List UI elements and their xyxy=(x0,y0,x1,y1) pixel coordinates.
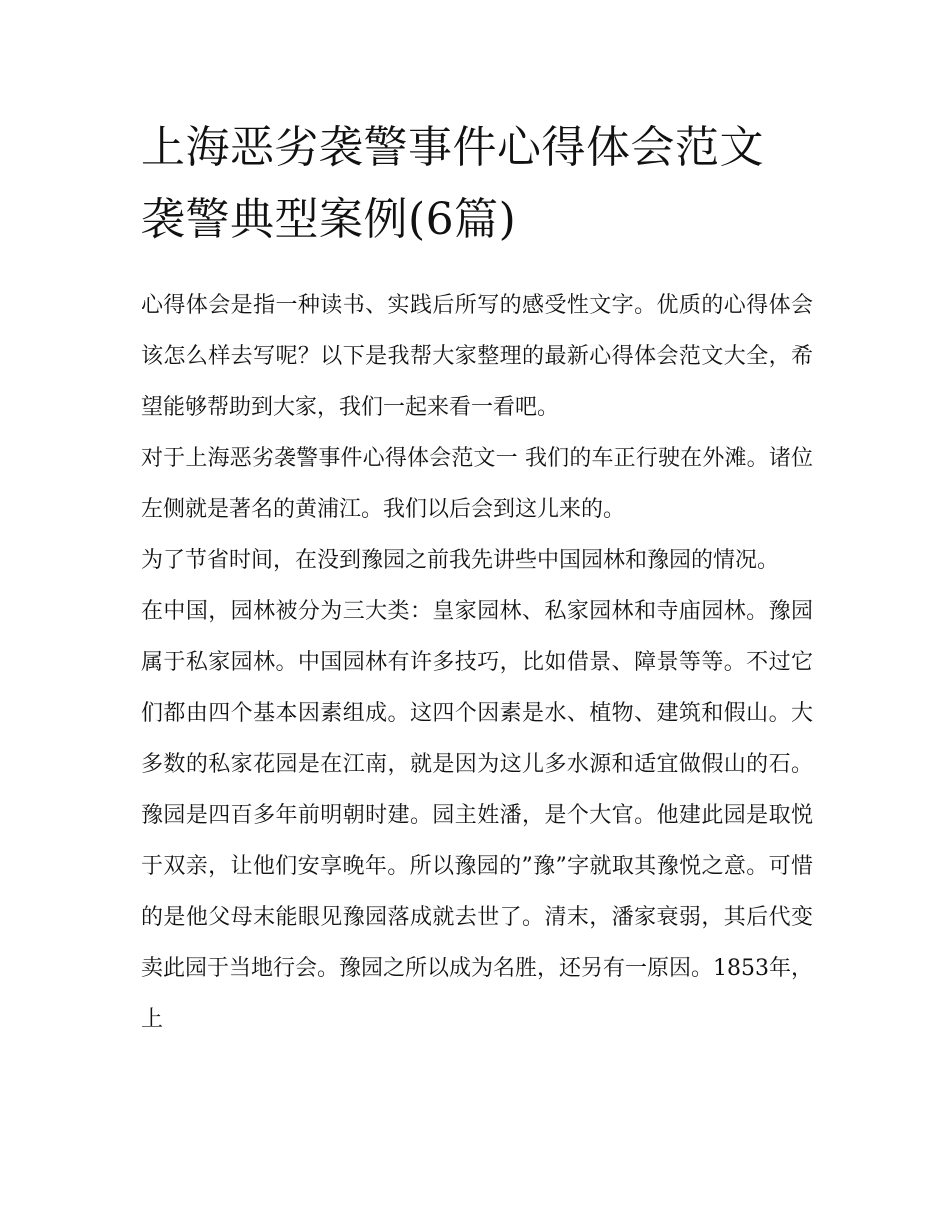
paragraph-time: 为了节省时间，在没到豫园之前我先讲些中国园林和豫园的情况。 xyxy=(141,548,780,573)
paragraph-intro: 心得体会是指一种读书、实践后所写的感受性文字。优质的心得体会该怎么样去写呢？以下是我帮大家整理的最新心得体会范文大全，希望能够帮助到大家，我们一起来看一看吧。 xyxy=(141,293,813,420)
paragraph-gardens: 在中国，园林被分为三大类：皇家园林、私家园林和寺庙园林。豫园属于私家园林。中国园林有许多技巧，比如借景、障景等等。不过它们都由四个基本因素组成。这四个因素是水、植物、建筑和假山。大多数的私家花园是在江南，就是因为这儿多水源和适宜做假山的石。豫园是四百多年前明朝时建。园主姓潘，是个大官。他建此园是取悦于双亲，让他们安享晚年。所以豫园的”豫”字就取其豫悦之意。可惜的是他父母末能眼见豫园落成就去世了。清末，潘家衰弱，其后代变卖此园于当地行会。豫园之所以成为名胜，还另有一原因。1853年，上 xyxy=(141,599,813,1032)
paragraph-bund: 对于上海恶劣袭警事件心得体会范文一 我们的车正行驶在外滩。诸位左侧就是著名的黄浦江。我们以后会到这儿来的。 xyxy=(141,446,813,522)
document-title: 上海恶劣袭警事件心得体会范文 袭警典型案例(6篇) xyxy=(141,122,764,245)
document-page xyxy=(141,112,813,1045)
